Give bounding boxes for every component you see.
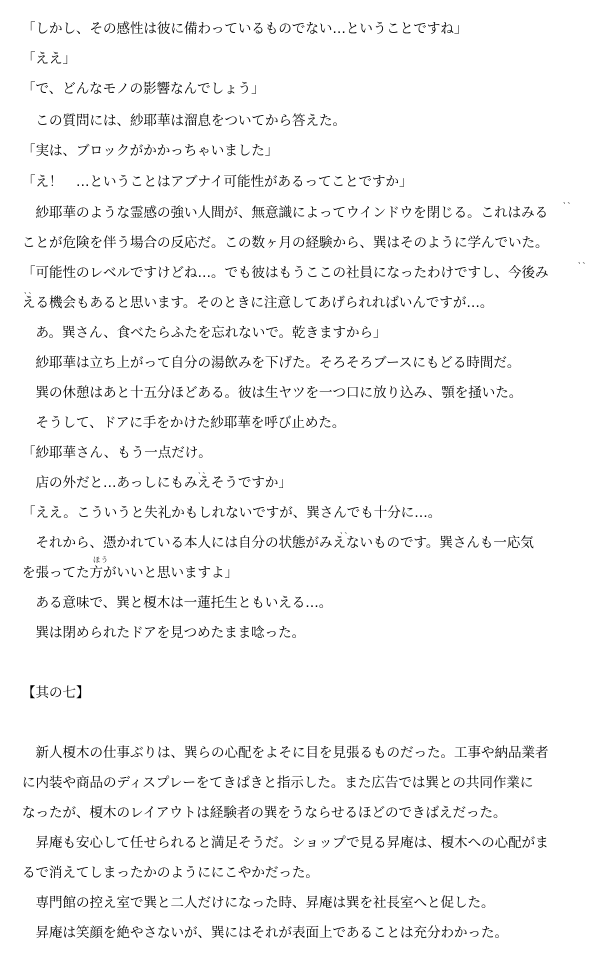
text-line: なったが、榎木のレイアウトは経験者の巽をうならせるほどのできばえだった。 <box>22 805 507 821</box>
text-line: 「え！ …ということはアブナイ可能性があるってことですか」 <box>22 174 413 190</box>
text-line: ことが危険を伴う場合の反応だ。この数ヶ月の経験から、巽はそのように学んでいた。 <box>22 235 549 251</box>
section-heading: 【其の七】 <box>22 685 90 701</box>
text-line: 巽の休憩はあと十五分ほどある。彼は生ヤツを一つ口に放り込み、顎を掻いた。 <box>22 385 523 401</box>
text-line: 「可能性のレベルですけどね…。でも彼はもうここの社員になったわけですし、今後み <box>22 265 549 281</box>
text-line: あ。巽さん、食べたらふたを忘れないで。乾きますから」 <box>22 325 387 341</box>
text-line: 昇庵は笑顔を絶やさないが、巽にはそれが表面上であることは充分わかった。 <box>22 925 508 941</box>
text-line: ある意味で、巽と榎木は一蓮托生ともいえる…。 <box>22 595 333 611</box>
text-line: それから、憑かれている本人には自分の状態がみえないものです。巽さんも一応気 <box>22 535 534 551</box>
emphasis-dots: 、、 <box>340 527 353 535</box>
text-line: そうして、ドアに手をかけた紗耶華を呼び止めた。 <box>22 415 346 431</box>
emphasis-dots: 、、 <box>198 467 211 475</box>
text-line: 巽は閉められたドアを見つめたまま唸った。 <box>22 625 306 641</box>
text-line: 専門館の控え室で巽と二人だけになった時、昇庵は巽を社長室へと促した。 <box>22 895 495 911</box>
emphasis-dots: 、、 <box>563 197 576 205</box>
text-line: 「実は、ブロックがかかっちゃいました」 <box>22 143 279 159</box>
text-line: える機会もあると思います。そのときに注意してあげられればいんですが…。 <box>22 295 494 311</box>
text-line: を張ってた方がいいと思いますよ」 <box>22 565 238 581</box>
text-line: 店の外だと…あっしにもみえそうですか」 <box>22 475 292 491</box>
text-line: るで消えてしまったかのようににこやかだった。 <box>22 865 319 881</box>
emphasis-dots: 、、 <box>578 257 591 265</box>
text-line: 「紗耶華さん、もう一点だけ。 <box>22 445 212 461</box>
text-line: この質問には、紗耶華は溜息をついてから答えた。 <box>22 113 346 129</box>
text-line: 「ええ。こういうと失礼かもしれないですが、巽さんでも十分に…。 <box>22 505 442 521</box>
text-line: 紗耶華は立ち上がって自分の湯飲みを下げた。そろそろブースにもどる時間だ。 <box>22 355 521 371</box>
emphasis-dots: 、、 <box>24 287 37 295</box>
text-line: 「で、どんなモノの影響なんでしょう」 <box>22 81 265 97</box>
text-line: 新人榎木の仕事ぶりは、巽らの心配をよそに目を見張るものだった。工事や納品業者 <box>22 745 549 761</box>
text-line: 「しかし、その感性は彼に備わっているものでない…ということですね」 <box>22 21 468 37</box>
text-line: 昇庵も安心して任せられると満足そうだ。ショップで見る昇庵は、榎木への心配がま <box>22 835 549 851</box>
text-line: に内装や商品のディスプレーをてきぱきと指示した。また広告では巽との共同作業に <box>22 775 534 791</box>
ruby-reading: ほう <box>93 556 109 564</box>
text-line: 「ええ」 <box>22 51 76 67</box>
text-line: 紗耶華のような霊感の強い人間が、無意識によってウインドウを閉じる。これはみる <box>22 205 549 221</box>
